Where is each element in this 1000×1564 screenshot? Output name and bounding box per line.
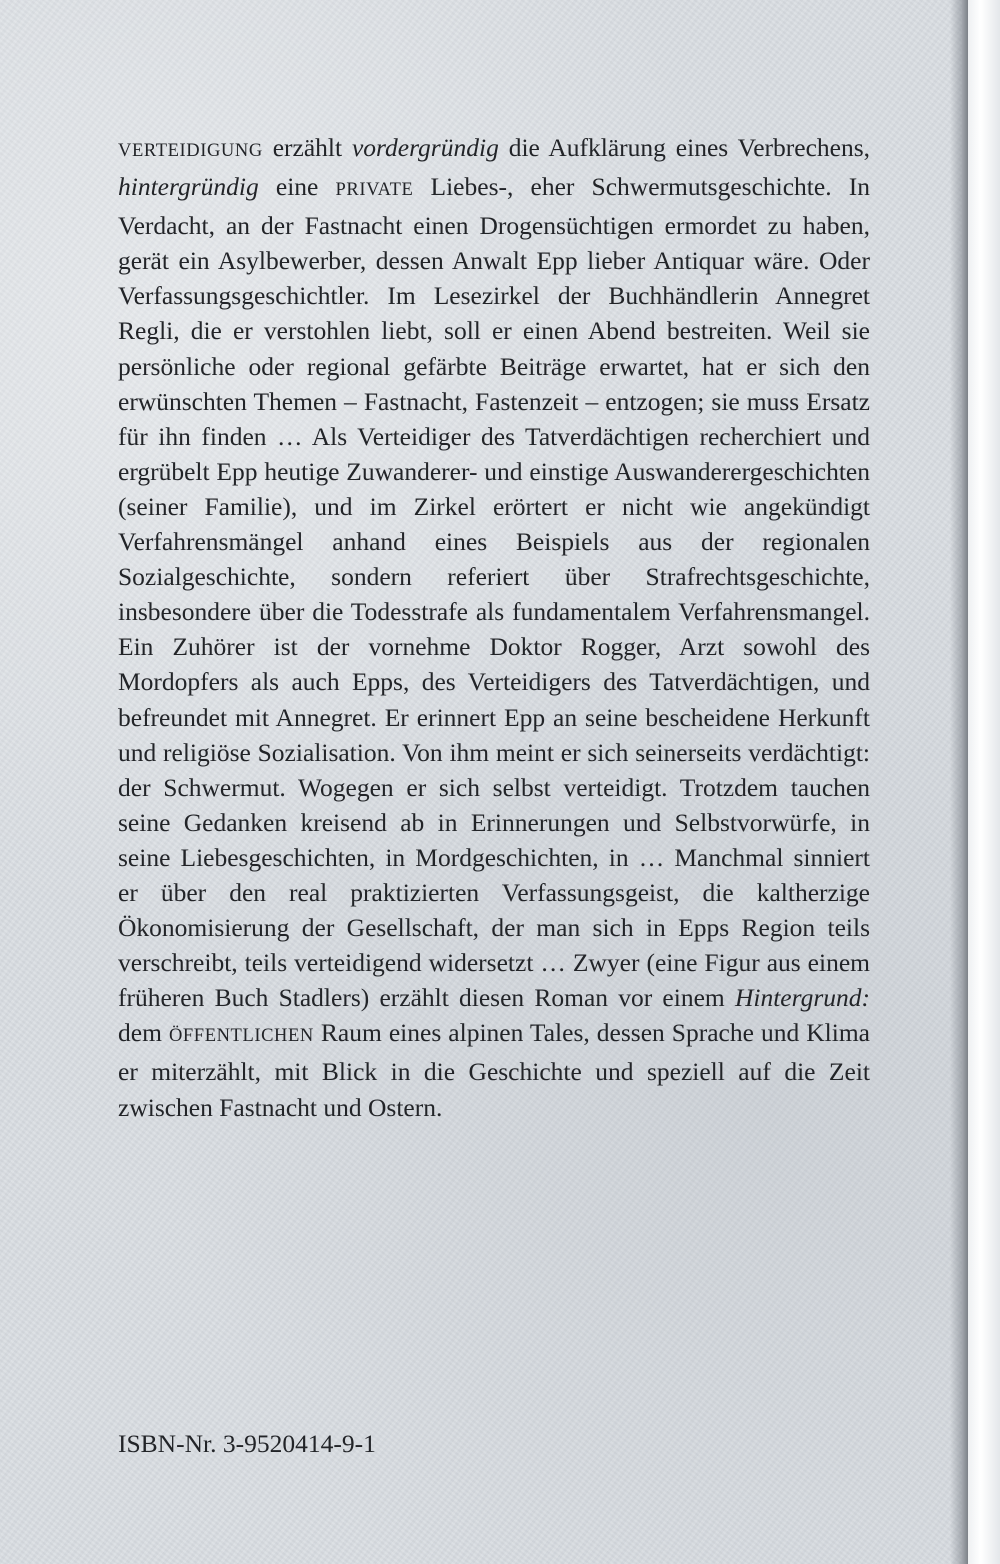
blurb-segment: Raum eines alpinen Tales, dessen Sprache und Klima er miterzählt, mit Blick in die Geschichte und speziell auf die Zeit zwischen Fastnacht und Ostern. bbox=[118, 1018, 870, 1122]
blurb-small-caps-term: ÖFFENTLICHEN bbox=[168, 1026, 314, 1047]
book-spine-edge bbox=[968, 0, 1000, 1564]
blurb-italic-term: Hintergrund: bbox=[734, 983, 870, 1013]
blurb-segment: die Aufklärung eines Verbrechens, bbox=[498, 133, 871, 162]
blurb-small-caps-term: PRIVATE bbox=[335, 180, 414, 201]
blurb-segment: erzählt bbox=[262, 133, 352, 162]
blurb-segment: Liebes-, eher Schwermutsgeschichte. In Verdacht, an der Fastnacht einen Drogensüchtigen ermordet zu haben, gerät ein Asylbewerber, dessen Anwalt Epp lieber Antiquar wäre. Oder Verfassungsgeschichtler. Im Lesezirkel der Buchhändlerin Annegret Regli, die er verstohlen liebt, soll er einen Abend bestreiten. Weil sie persönliche oder regional gefärbte Beiträge erwartet, hat er sich den erwünschten Themen – Fastnacht, Fastenzeit – entzogen; sie muss Ersatz für ihn finden … Als Verteidiger des Tatverdächtigen recherchiert und ergrübelt Epp heutige Zuwanderer- und einstige Auswanderergeschichten (seiner Familie), und im Zirkel erörtert er nicht wie angekündigt Verfahrensmängel anhand eines Beispiels aus der regionalen Sozialgeschichte, sondern referiert über Strafrechtsgeschichte, insbesondere über die Todesstrafe als fundamentalem Verfahrensmangel. Ein Zuhörer ist der vornehme Doktor Rogger, Arzt sowohl des Mordopfers als auch Epps, des Verteidigers des Tatverdächtigen, und befreundet mit Annegret. Er erinnert Epp an seine bescheidene Herkunft und religiöse Sozialisation. Von ihm meint er sich seinerseits verdächtigt: der Schwermut. Wogegen er sich selbst verteidigt. Trotzdem tauchen seine Gedanken kreisend ab in Erinnerungen und Selbstvorwürfe, in seine Liebesgeschichten, in Mordgeschichten, in … Manchmal sinniert er über den real praktizierten Verfassungsgeist, die kaltherzige Ökonomisierung der Gesellschaft, der man sich in Epps Region teils verschreibt, teils verteidigend widersetzt … Zwyer (eine Figur aus einem früheren Buch Stadlers) erzählt diesen Roman vor einem bbox=[118, 172, 870, 1013]
isbn-number: ISBN-Nr. 3-9520414-9-1 bbox=[118, 1429, 376, 1458]
blurb-segment: dem bbox=[118, 1018, 169, 1048]
blurb-italic-term: vordergründig bbox=[351, 133, 499, 162]
blurb-segment: eine bbox=[258, 172, 336, 202]
spine-shadow bbox=[950, 0, 968, 1564]
blurb-paragraph bbox=[118, 130, 870, 1125]
blurb-title-word: VERTEIDIGUNG bbox=[118, 141, 263, 161]
blurb-italic-term: hintergründig bbox=[118, 172, 259, 202]
